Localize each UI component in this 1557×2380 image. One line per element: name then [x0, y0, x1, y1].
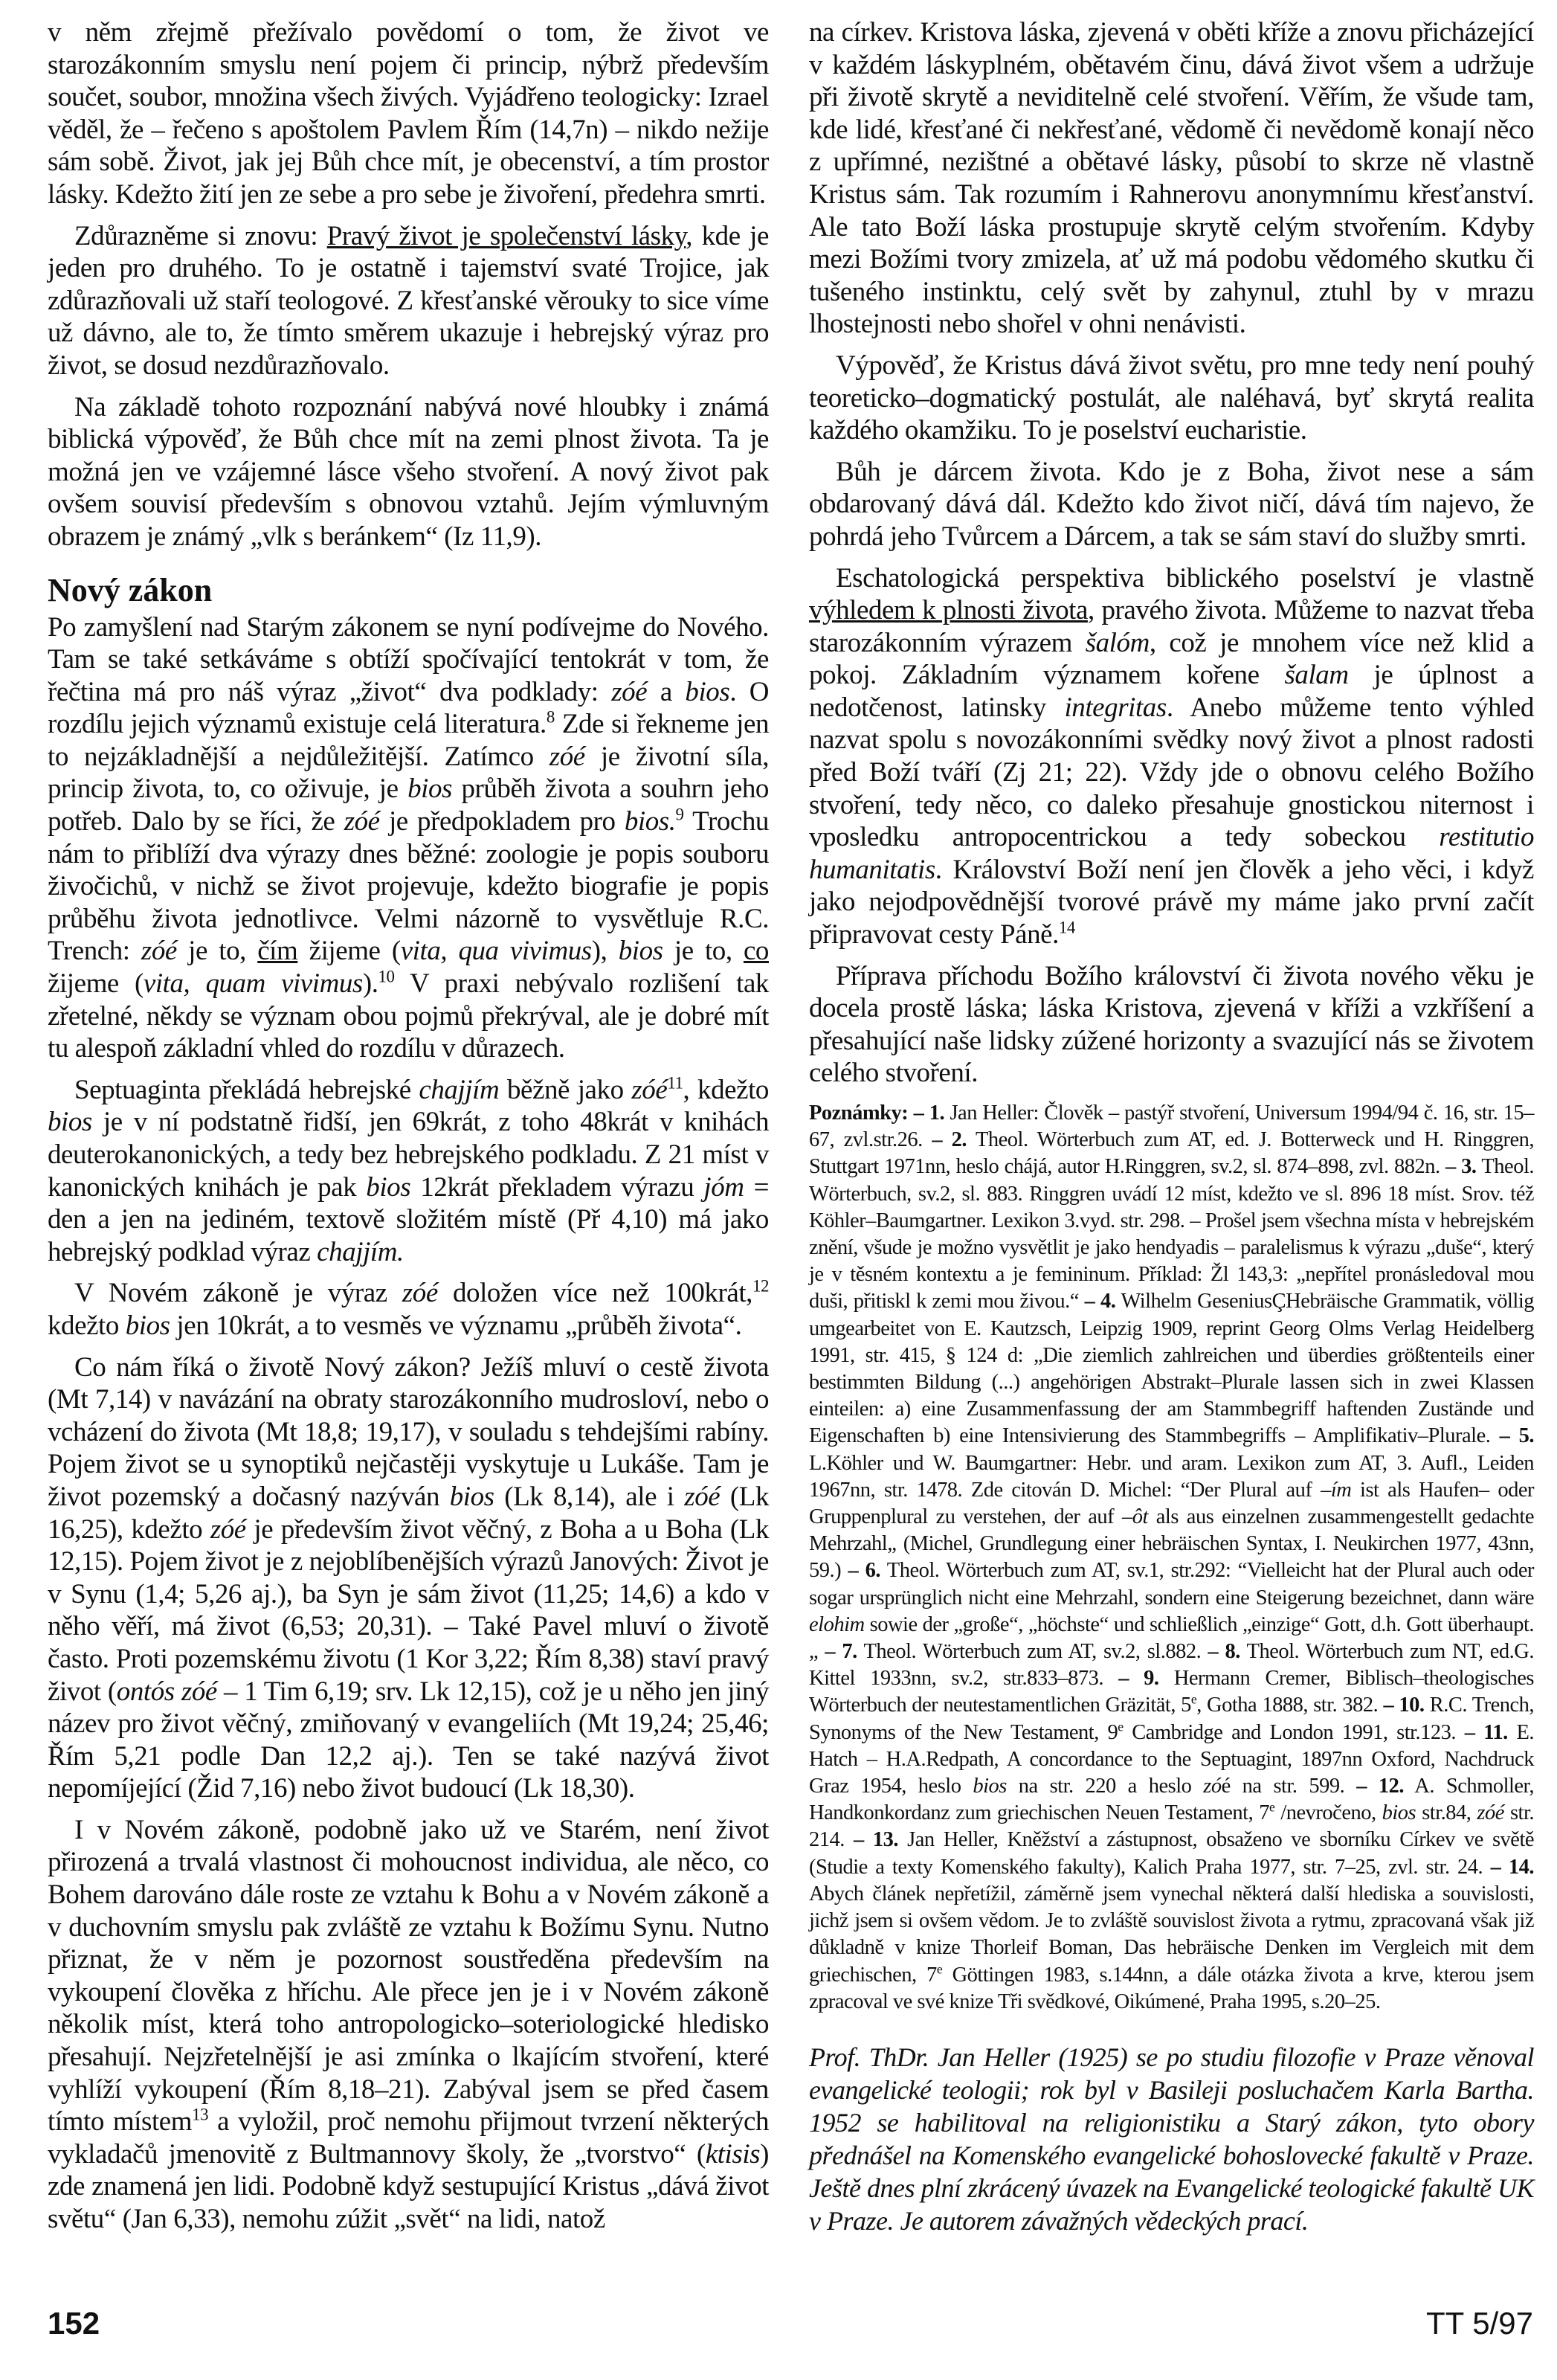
- text-run: . Království Boží není jen člověk a jeho věci, i když jako nejodpovědnější tvorové právě my máme jako první začít připravovat cesty Páně.: [809, 854, 1534, 951]
- text-run: je úplnost a nedotčenost, latinsky: [809, 660, 1534, 723]
- text-run: jóm: [703, 1171, 744, 1203]
- text-run: – 4.: [1084, 1290, 1116, 1313]
- text-run: Na základě tohoto rozpoznání nabývá nové hloubky i známá biblická výpověď, že Bůh chce mít na zemi plnost života. Ta je možná jen ve vzájemné lásce všeho stvoření. A nový život pak ovšem souvisí především s obnovou vztahů. Jejím výmluvným obrazem je známý „vlk s beránkem“ (Iz 11,9).: [48, 391, 769, 552]
- text-run: –ím: [1321, 1478, 1352, 1502]
- text-run: E. Hatch – H.A.Redpath, A concordance to the Septuagint, 1897nn Oxford, Nachdruck Graz 1954, heslo: [809, 1720, 1534, 1798]
- text-run: a: [647, 676, 686, 707]
- text-run: bios: [685, 676, 730, 707]
- text-run: – 14.: [1490, 1855, 1535, 1879]
- footnotes: [809, 1100, 1534, 2016]
- text-run: Pravý život je společenství lásky: [326, 220, 686, 251]
- text-run: bios: [125, 1310, 170, 1341]
- paragraphs-after-heading: [48, 611, 769, 2236]
- superscript: e: [936, 1961, 943, 1976]
- text-run: Theol. Wörterbuch zum AT, sv.2, sl.882.: [857, 1640, 1208, 1664]
- text-run: Göttingen 1983, s.144nn, a dále otázka života a krve, kterou jsem zpracoval ve své knize Tři svědkové, Oikúmené, Praha 1995, s.20–25.: [809, 1963, 1534, 2013]
- text-run: – 3.: [1445, 1155, 1477, 1179]
- text-run: Bůh je dárcem života. Kdo je z Boha, život nese a sám obdarovaný dává dál. Kdežto kdo život ničí, dává tím najevo, že pohrdá jeho Tvůrcem a Dárcem, a tak se sám staví do služby smrti.: [809, 456, 1534, 552]
- text-run: chajjím.: [317, 1236, 404, 1267]
- author-bio: [809, 2041, 1534, 2237]
- text-run: V praxi nebývalo rozlišení tak zřetelné, někdy se význam obou pojmů překrýval, ale je dobré mít tu alespoň základní vhled do rozdílu v důrazech.: [48, 968, 769, 1064]
- text-run: bios: [618, 936, 663, 967]
- text-run: – 10.: [1383, 1694, 1425, 1717]
- text-run: je předpokladem pro: [379, 806, 625, 837]
- text-run: Hermann Cremer, Biblisch–theologisches Wörterbuch der neutestamentlichen Gräzität, 5: [809, 1667, 1535, 1717]
- text-run: A. Schmoller, Handkonkordanz zum griechischen Neuen Testament, 7: [809, 1775, 1535, 1825]
- right-paragraphs: [809, 16, 1534, 1090]
- paragraph: [48, 1814, 769, 2236]
- superscript: 11: [667, 1073, 683, 1093]
- text-run: , Gotha 1888, str. 382.: [1196, 1694, 1384, 1717]
- text-run: als aus einzelnen zusammengestellt gedachte Mehrzahl„ (Michel, Grundlegung einer hebräischen Syntax, I. Neukirchen 1977, 43nn, 59.): [809, 1505, 1534, 1583]
- text-run: , což je mnohem více než klid a pokoj. Základním významem kořene: [809, 627, 1534, 691]
- text-run: Theol. Wörterbuch zum AT, sv.1, str.292: “Vielleicht hat der Plural auch oder sogar ursprünglich nicht eine Mehrzahl, sondern eine Steigerung bezeichnet, dann wäre: [809, 1559, 1534, 1609]
- page-number: 152: [48, 2306, 100, 2341]
- text-run: Cambridge and London 1991, str.123.: [1123, 1720, 1465, 1744]
- text-run: zóé: [402, 1278, 438, 1309]
- text-run: Wilhelm GeseniusÇHebräische Grammatik, völlig umgearbeitet von E. Kautzsch, Leipzig 1909, reprint Georg Olms Verlag Heidelberg 1991, str. 415, § 124 d: „Die ziemlich zahlreichen und überdies größtenteils einer bestimmten Bildung (...) angehörigen Abstrakt–Plurale lassen sich in zwei Klassen einteilen: a) eine Zusammenfassung der am Stammbegriff haftenden Zustände und Eigenschaften b) eine Intensivierung des Stammbegriffs – Amplifikativ–Plurale.: [809, 1290, 1535, 1448]
- text-run: Zdůrazněme si znovu:: [74, 220, 327, 251]
- text-run: Theol. Wörterbuch zum NT, ed.G. Kittel 1933nn, sv.2, str.833–873.: [809, 1640, 1534, 1691]
- text-run: zóé: [1477, 1801, 1504, 1825]
- superscript: e: [1269, 1799, 1275, 1815]
- text-run: žijeme (: [48, 968, 144, 1000]
- text-run: ).: [362, 968, 378, 1000]
- text-run: zóé: [549, 741, 585, 772]
- text-run: Jan Heller, Kněžství a zástupnost, obsaženo ve sborníku Církev ve světě (Studie a texty Komenského fakulty), Kalich Praha 1977, str. 7–25, zvl. str. 24.: [809, 1828, 1535, 1879]
- text-run: zóé: [141, 936, 177, 967]
- text-run: Zde si řekneme jen to nejzákladnější a nejdůležitější. Zatímco: [48, 709, 769, 772]
- superscript: 10: [378, 967, 395, 986]
- text-run: ) zde znamená jen lidi. Podobně když sestupující Kristus „dává život světu“ (Jan 6,33), nemohu zúžit „svět“ na lidi, natož: [48, 2138, 769, 2234]
- text-run: L.Köhler und W. Baumgartner: Hebr. und aram. Lexikon zum AT, 3. Aufl., Leiden 1967nn, str. 1478. Zde citován D. Michel: “Der Plural auf: [809, 1451, 1534, 1502]
- text-run: chajjím: [419, 1074, 500, 1105]
- superscript: 8: [546, 707, 555, 727]
- text-run: I v Novém zákoně, podobně jako už ve Starém, není život přirozená a trvalá vlastnost či mohoucnost individua, ale něco, co Bohem darováno dále roste ze vztahu k Bohu a v Novém zákoně a v duchovním smyslu pak zvláště ze vztahu k Božímu Synu. Nutno přiznat, že v něm je pozornost soustředěna především na vykoupení člověka z hříchu. Ale přece jen je i v Novém zákoně několik míst, která toho antropologicko–soteriologické hledisko přesahují. Nejzřetelnější je asi zmínka o lkajícím stvoření, které vyhlíží vykoupení (Řím 8,18–21). Zabýval jsem se před časem tímto místem: [48, 1814, 769, 2138]
- text-run: čím: [257, 936, 298, 967]
- superscript: 9: [675, 805, 684, 824]
- text-run: ),: [591, 936, 619, 967]
- text-run: Prof. ThDr. Jan Heller (1925) se po studiu filozofie v Praze věnoval evangelické teologii; rok byl v Basileji posluchačem Karla Bartha. 1952 se habilitoval na religionistiku a Starý zákon, tyto obory přednášel na Komenského evangelické bohoslovecké fakultě v Praze. Ještě dnes plní zkrácený úvazek na Evangelické teologické fakultě UK v Praze. Je autorem závažných vědeckých prací.: [809, 2042, 1534, 2236]
- text-run: str. 214.: [809, 1801, 1534, 1852]
- text-run: /nevročeno,: [1274, 1801, 1382, 1825]
- right-column: [809, 16, 1534, 2237]
- text-run: ktisis: [705, 2138, 761, 2170]
- superscript: 14: [1058, 918, 1075, 937]
- text-run: 12krát překladem výrazu: [410, 1171, 704, 1203]
- text-run: Jan Heller: Člověk – pastýř stvoření, Universum 1994/94 č. 16, str. 15–67, zvl.str.26.: [809, 1101, 1534, 1152]
- paragraph: [48, 1074, 769, 1269]
- text-run: ontós zóé: [116, 1676, 217, 1707]
- text-run: zó: [1203, 1775, 1222, 1798]
- text-run: é na str. 599.: [1221, 1775, 1357, 1798]
- text-run: je především život věčný, z Boha a u Boha (Lk 12,15). Pojem život je z nejoblíbenějších výrazů Janových: Život je v Synu (1,4; 5,26 aj.), ba Syn je sám život (11,25; 14,6) a kdo v něho věří, má život (6,53; 20,31). – Také Pavel mluví o životě často. Proti pozemskému životu (1 Kor 3,22; Řím 8,38) staví pravý život (: [48, 1514, 769, 1707]
- text-run: elohim: [809, 1612, 865, 1636]
- text-run: vita, qua vivimus: [400, 936, 592, 967]
- text-run: – 8.: [1208, 1640, 1240, 1664]
- paragraph: [809, 456, 1534, 553]
- text-run: V Novém zákoně je výraz: [74, 1278, 402, 1309]
- text-run: – 11.: [1464, 1720, 1508, 1744]
- superscript: e: [1190, 1691, 1197, 1707]
- text-run: . O rozdílu jejich významů existuje celá literatura.: [48, 676, 769, 740]
- left-column: [48, 16, 769, 2245]
- text-run: Co nám říká o životě Nový zákon? Ježíš mluví o cestě života (Mt 7,14) v navázání na obraty starozákonního mudrosloví, nebo o vcházení do života (Mt 18,8; 19,17), v souladu s tehdejšími rabíny. Pojem život se u synoptiků nejčastěji vyskytuje u Lukáše. Tam je život pozemský a dočasný nazýván: [48, 1351, 769, 1512]
- text-run: doložen více než 100krát,: [437, 1278, 752, 1309]
- text-run: bios: [366, 1171, 411, 1203]
- text-run: výhledem k plnosti života: [809, 595, 1088, 626]
- text-run: ist als Haufen– oder Gruppenplural zu verstehen, der auf: [809, 1478, 1534, 1529]
- text-run: bios: [449, 1481, 494, 1512]
- text-run: běžně jako: [499, 1074, 632, 1105]
- text-run: bios: [407, 774, 452, 805]
- text-run: bios: [1382, 1801, 1416, 1825]
- text-run: (Lk 16,25), kdežto: [48, 1481, 769, 1545]
- text-run: – 6.: [848, 1559, 880, 1583]
- superscript: 12: [752, 1277, 769, 1296]
- paragraph: [48, 220, 769, 382]
- text-run: bios.: [624, 806, 676, 837]
- text-run: – 9.: [1118, 1667, 1159, 1691]
- superscript: 13: [192, 2105, 209, 2124]
- text-run: Výpověď, že Kristus dává život světu, pro mne tedy není pouhý teoreticko–dogmatický postulát, ale naléhavá, byť skrytá realita každého okamžiku. To je poselství eucharistie.: [809, 350, 1534, 446]
- text-run: průběh života a souhrn jeho potřeb. Dalo by se říci, že: [48, 774, 769, 837]
- text-run: Theol. Wörterbuch, sv.2, sl. 883. Ringgren uvádí 12 míst, kdežto ve sl. 896 18 míst. Srov. též Köhler–Baumgartner. Lexikon 3.vyd. str. 298. – Prošel jsem všechna místa v hebrejském znění, všude je možno vysvětlit je jako hendyadis – paralelismus k výrazu „duše“, který je v těsném kontextu a je femininum. Příklad: Žl 143,3: „nepřítel pronásledoval mou duši, přitiskl k zemi mou živou.“: [809, 1155, 1534, 1313]
- text-run: je to,: [663, 936, 744, 967]
- text-run: je životní síla, princip života, to, co oživuje, je: [48, 741, 769, 805]
- text-run: kdežto: [48, 1310, 126, 1341]
- text-run: zóé: [210, 1514, 246, 1545]
- paragraph: [48, 16, 769, 211]
- text-run: , pravého života. Můžeme to nazvat třeba starozákonním výrazem: [809, 595, 1534, 658]
- paragraph: [48, 1277, 769, 1342]
- text-run: str.84,: [1416, 1801, 1477, 1825]
- text-run: – 13.: [854, 1828, 898, 1852]
- text-run: Septuaginta překládá hebrejské: [74, 1074, 419, 1105]
- text-run: na str. 220 a heslo: [1006, 1775, 1204, 1798]
- text-run: bios: [48, 1107, 92, 1138]
- text-run: bios: [973, 1775, 1007, 1798]
- text-run: Po zamyšlení nad Starým zákonem se nyní podívejme do Nového. Tam se také setkáváme s obtíží spočívající tentokrát v tom, že řečtina má pro náš výraz „život“ dva podklady:: [48, 611, 769, 707]
- section-heading: Nový zákon: [48, 571, 213, 608]
- text-run: . Anebo můžeme tento výhled nazvat spolu s novozákonními svědky nový život a plnost radosti před Boží tváří (Zj 21; 22). Vždy jde o obnovu celého Božího stvoření, tedy něco, co daleko přesahuje gnostickou niternost i vposledku antropocentrickou a tedy sobeckou: [809, 692, 1534, 853]
- text-run: restitutio humanitatis: [809, 822, 1534, 885]
- text-run: Poznámky: – 1.: [809, 1101, 945, 1125]
- text-run: R.C. Trench, Synonyms of the New Testament, 9: [809, 1694, 1535, 1744]
- text-run: Abych článek nepřetížil, záměrně jsem vynechal některá další hlediska a souvislosti, jichž jsem si ovšem vědom. Je to zvláště souvislost života a rytmu, zpracovaná však již důkladně v knize Thorleif Boman, Das hebräische Denken im Vergleich mit dem griechischen, 7: [809, 1882, 1534, 1987]
- text-run: šalam: [1284, 660, 1349, 691]
- text-run: , kdežto: [683, 1074, 769, 1105]
- paragraph: [809, 16, 1534, 341]
- text-run: – 5.: [1499, 1424, 1534, 1448]
- text-run: integritas: [1064, 692, 1167, 723]
- text-run: je to,: [176, 936, 258, 967]
- text-run: – 2.: [932, 1128, 967, 1152]
- paragraph: [48, 391, 769, 553]
- text-run: , kde je jeden pro druhého. To je ostatně i tajemství svaté Trojice, jak zdůrazňovali už staří teologové. Z křesťanské věrouky to sice víme už dávno, ale to, že tímto směrem ukazuje i hebrejský výraz pro život, se dosud nezdůrazňovalo.: [48, 220, 769, 381]
- text-run: –ôt: [1122, 1505, 1148, 1529]
- text-run: – 1 Tim 6,19; srv. Lk 12,15), což je u něho jen jiný název pro život věčný, zmiňovaný v evangeliích (Mt 19,24; 25,46; Řím 5,21 podle Dan 12,2 aj.). Ten se také nazývá život nepomíjející (Žid 7,16) nebo život budoucí (Lk 18,30).: [48, 1676, 770, 1804]
- text-run: = den a jen na jediném, textově složitém místě (Př 4,10) má jako hebrejský podklad výraz: [48, 1171, 770, 1267]
- text-run: vita, quam vivimus: [143, 968, 363, 1000]
- text-run: zóé: [631, 1074, 668, 1105]
- paragraph: [48, 1351, 769, 1805]
- text-run: žijeme (: [297, 936, 401, 967]
- issue-label: TT 5/97: [1426, 2306, 1533, 2341]
- text-run: co: [743, 936, 769, 967]
- superscript: e: [1118, 1719, 1124, 1734]
- paragraph: [809, 350, 1534, 447]
- text-run: Eschatologická perspektiva biblického poselství je vlastně: [836, 562, 1534, 594]
- text-run: v něm zřejmě přežívalo povědomí o tom, že život ve starozákonním smyslu není pojem či princip, nýbrž především součet, soubor, množina všech živých. Vyjádřeno teologicky: Izrael věděl, že – řečeno s apoštolem Pavlem Řím (14,7n) – nikdo nežije sám sobě. Život, jak jej Bůh chce mít, je obecenství, a tím prostor lásky. Kdežto žití jen ze sebe a pro sebe je živoření, předehra smrti.: [48, 17, 769, 210]
- text-run: zóé: [344, 806, 380, 837]
- text-run: šalóm: [1085, 627, 1150, 658]
- paragraphs-before-heading: [48, 16, 769, 553]
- text-run: sowie der „große“, „höchste“ und schließlich „einzige“ Gott, d.h. Gott überhaupt.„: [809, 1612, 1534, 1664]
- text-run: na církev. Kristova láska, zjevená v oběti kříže a znovu přicházející v každém láskyplném, obětavém činu, dává život všem a udržuje při životě skrytě a neviditelně celé stvoření. Věřím, že všude tam, kde lidé, křesťané či nekřesťané, vědomě či nevědomě konají něco z upřímné, nezištné a obětavé lásky, působí to skrze ně vlastně Kristus sám. Tak rozumím i Rahnerovu anonymnímu křesťanství. Ale tato Boží láska prostupuje skrytě celým stvořením. Kdyby mezi Božími tvory zmizela, ať už má podobu vědomého skutku či tušeného instinktu, celý svět by zahynul, ztuhl by v mrazu lhostejnosti nebo shořel v ohni nenávisti.: [809, 17, 1534, 340]
- text-run: je v ní podstatně řidší, jen 69krát, z toho 48krát v knihách deuterokanonických, a tedy bez hebrejského podkladu. Z 21 míst v kanonických knihách je pak: [48, 1107, 769, 1203]
- text-run: (Lk 8,14), ale i: [494, 1481, 685, 1512]
- paragraph: [809, 960, 1534, 1090]
- text-run: Příprava příchodu Božího království či života nového věku je docela prostě láska; láska Kristova, zjevená v kříži a vzkříšení a přesahující naše lidsky zúžené horizonty a svazující nás se životem celého stvoření.: [809, 960, 1534, 1089]
- paragraph: [809, 562, 1534, 951]
- text-run: a vyložil, proč nemohu přijmout tvrzení některých vykladačů jmenovitě z Bultmannovy školy, že „tvorstvo“ (: [48, 2106, 769, 2170]
- text-run: jen 10krát, a to vesměs ve významu „průběh života“.: [170, 1310, 742, 1341]
- text-run: – 7.: [825, 1640, 857, 1664]
- paragraph: [48, 611, 769, 1065]
- text-run: Theol. Wörterbuch zum AT, ed. J. Botterweck und H. Ringgren, Stuttgart 1971nn, heslo chájá, autor H.Ringgren, sv.2, sl. 874–898, zvl. 882n.: [809, 1128, 1535, 1179]
- text-run: zóé: [611, 676, 648, 707]
- text-run: zóé: [684, 1481, 721, 1512]
- text-run: Trochu nám to přiblíží dva výrazy dnes běžné: zoologie je popis souboru živočichů, v nichž se život projevuje, kdežto biografie je popis průběhu života jednotlivce. Velmi názorně to vysvětluje R.C. Trench:: [48, 806, 769, 967]
- text-run: – 12.: [1356, 1775, 1404, 1798]
